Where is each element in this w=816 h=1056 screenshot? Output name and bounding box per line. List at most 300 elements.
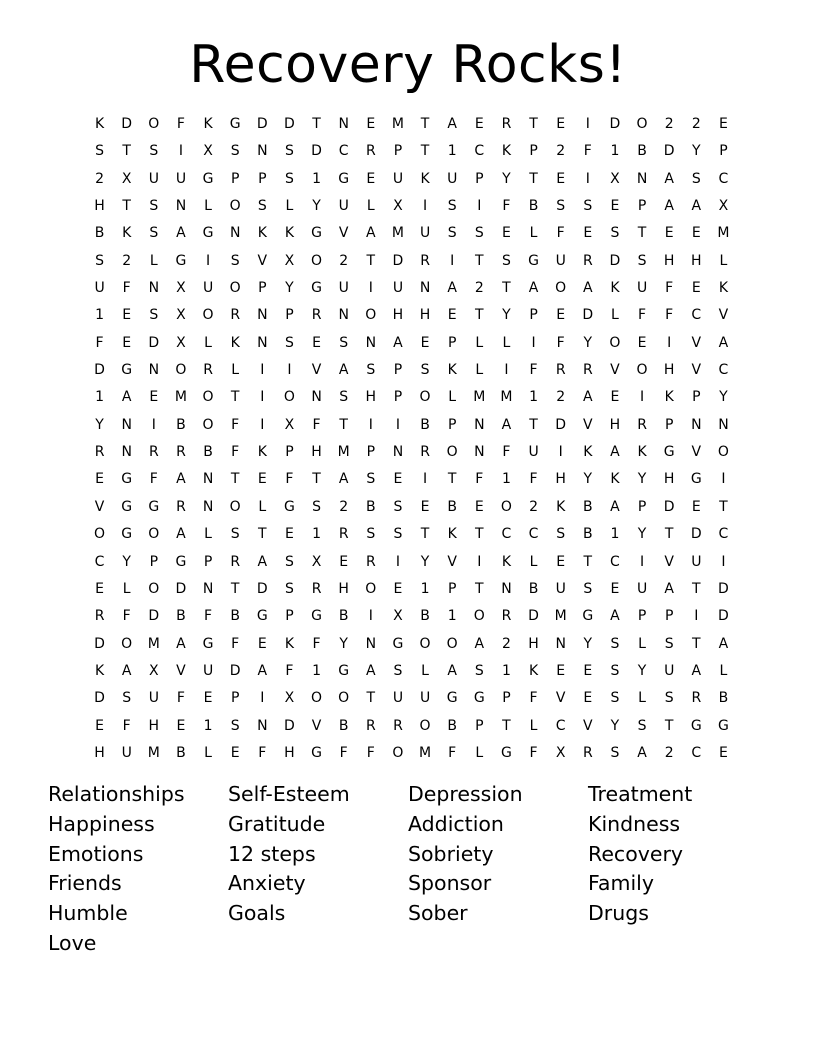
grid-letter[interactable]: K <box>203 116 213 132</box>
grid-letter[interactable]: C <box>691 744 702 761</box>
grid-letter[interactable]: F <box>665 280 674 297</box>
grid-letter[interactable]: V <box>610 362 620 379</box>
grid-letter[interactable]: O <box>202 416 214 433</box>
grid-letter[interactable]: I <box>395 416 400 433</box>
grid-letter[interactable]: O <box>392 744 404 761</box>
grid-letter[interactable]: F <box>312 635 321 652</box>
grid-letter[interactable]: H <box>691 252 702 269</box>
grid-letter[interactable]: P <box>258 280 267 297</box>
grid-letter[interactable]: R <box>420 252 430 269</box>
grid-letter[interactable]: M <box>337 444 350 461</box>
grid-letter[interactable]: 2 <box>122 252 132 269</box>
grid-letter[interactable]: I <box>504 362 509 379</box>
grid-letter[interactable]: H <box>419 307 431 324</box>
grid-letter[interactable]: T <box>339 416 348 433</box>
grid-letter[interactable]: I <box>639 553 645 570</box>
grid-letter[interactable]: R <box>94 608 105 625</box>
grid-letter[interactable]: A <box>474 635 485 652</box>
grid-letter[interactable]: E <box>691 280 701 297</box>
grid-letter[interactable]: V <box>718 307 729 324</box>
grid-letter[interactable]: A <box>338 362 349 379</box>
grid-letter[interactable]: D <box>609 252 621 269</box>
grid-letter[interactable]: L <box>231 362 240 379</box>
grid-letter[interactable]: T <box>529 416 538 433</box>
grid-letter[interactable]: S <box>149 307 159 324</box>
grid-letter[interactable]: I <box>721 553 726 570</box>
grid-letter[interactable]: D <box>555 416 567 433</box>
grid-letter[interactable]: U <box>419 225 431 242</box>
grid-letter[interactable]: K <box>501 143 512 160</box>
grid-letter[interactable]: N <box>175 198 187 215</box>
grid-letter[interactable]: A <box>447 116 457 132</box>
grid-letter[interactable]: R <box>691 690 702 707</box>
grid-letter[interactable]: R <box>637 416 647 433</box>
grid-letter[interactable]: R <box>582 362 593 379</box>
grid-letter[interactable]: R <box>338 526 349 543</box>
grid-letter[interactable]: M <box>391 225 404 242</box>
grid-letter[interactable]: S <box>284 170 294 187</box>
grid-letter[interactable]: E <box>149 389 159 406</box>
grid-letter[interactable]: K <box>583 444 593 461</box>
grid-letter[interactable]: S <box>393 498 403 515</box>
grid-letter[interactable]: T <box>475 526 484 543</box>
grid-letter[interactable]: L <box>529 717 538 734</box>
grid-letter[interactable]: B <box>203 444 213 461</box>
grid-letter[interactable]: O <box>175 362 187 379</box>
grid-letter[interactable]: F <box>475 471 484 488</box>
grid-letter[interactable]: T <box>312 116 321 132</box>
grid-letter[interactable]: S <box>501 252 511 269</box>
grid-letter[interactable]: R <box>365 553 376 570</box>
grid-letter[interactable]: F <box>502 444 511 461</box>
grid-letter[interactable]: T <box>583 553 593 570</box>
grid-letter[interactable]: S <box>257 198 267 215</box>
grid-letter[interactable]: 1 <box>203 717 213 734</box>
grid-letter[interactable]: R <box>365 717 376 734</box>
grid-letter[interactable]: E <box>583 662 593 679</box>
grid-letter[interactable]: Y <box>583 635 593 652</box>
grid-letter[interactable]: L <box>448 389 457 406</box>
grid-letter[interactable]: P <box>285 608 294 625</box>
grid-letter[interactable]: T <box>692 635 701 652</box>
grid-letter[interactable]: V <box>691 334 702 351</box>
grid-letter[interactable]: 2 <box>95 170 105 187</box>
grid-letter[interactable]: E <box>556 116 566 132</box>
grid-letter[interactable]: M <box>717 225 730 242</box>
grid-letter[interactable]: T <box>366 252 376 269</box>
grid-letter[interactable]: B <box>528 580 539 597</box>
grid-letter[interactable]: D <box>175 580 187 597</box>
grid-letter[interactable]: F <box>231 416 240 433</box>
grid-letter[interactable]: S <box>122 690 132 707</box>
grid-letter[interactable]: I <box>287 362 292 379</box>
grid-letter[interactable]: 1 <box>610 143 620 160</box>
grid-letter[interactable]: U <box>121 744 132 761</box>
grid-letter[interactable]: U <box>528 444 539 461</box>
grid-letter[interactable]: K <box>94 116 105 132</box>
grid-letter[interactable]: P <box>664 608 674 625</box>
grid-letter[interactable]: S <box>583 198 593 215</box>
grid-letter[interactable]: A <box>366 662 376 679</box>
grid-letter[interactable]: T <box>366 690 376 707</box>
grid-letter[interactable]: G <box>663 444 675 461</box>
grid-letter[interactable]: 1 <box>501 471 511 488</box>
grid-letter[interactable]: U <box>636 580 648 597</box>
grid-letter[interactable]: 1 <box>420 580 430 597</box>
grid-letter[interactable]: B <box>447 717 457 734</box>
grid-letter[interactable]: G <box>392 635 404 652</box>
grid-letter[interactable]: T <box>664 717 674 734</box>
grid-letter[interactable]: U <box>202 280 214 297</box>
grid-letter[interactable]: A <box>176 471 186 488</box>
grid-letter[interactable]: I <box>477 553 482 570</box>
grid-letter[interactable]: S <box>664 635 674 652</box>
grid-letter[interactable]: T <box>420 116 430 132</box>
grid-letter[interactable]: I <box>422 471 428 488</box>
grid-letter[interactable]: O <box>202 389 214 406</box>
grid-letter[interactable]: P <box>529 307 538 324</box>
grid-letter[interactable]: N <box>636 170 648 187</box>
grid-letter[interactable]: K <box>637 444 647 461</box>
grid-letter[interactable]: K <box>718 280 729 297</box>
grid-letter[interactable]: I <box>450 252 455 269</box>
grid-letter[interactable]: I <box>260 690 265 707</box>
grid-letter[interactable]: S <box>312 498 321 515</box>
grid-letter[interactable]: M <box>500 389 513 406</box>
grid-letter[interactable]: O <box>148 526 160 543</box>
grid-letter[interactable]: T <box>529 170 538 187</box>
grid-letter[interactable]: F <box>122 608 131 625</box>
grid-letter[interactable]: D <box>148 608 160 625</box>
grid-letter[interactable]: O <box>229 198 241 215</box>
grid-letter[interactable]: T <box>475 580 484 597</box>
grid-letter[interactable]: A <box>718 334 729 351</box>
grid-letter[interactable]: 1 <box>95 307 105 324</box>
grid-letter[interactable]: E <box>583 225 593 242</box>
grid-letter[interactable]: S <box>610 635 620 652</box>
grid-letter[interactable]: B <box>447 498 457 515</box>
grid-letter[interactable]: X <box>176 280 186 297</box>
grid-letter[interactable]: P <box>393 389 403 406</box>
grid-letter[interactable]: E <box>556 662 566 679</box>
grid-letter[interactable]: A <box>637 744 647 761</box>
grid-letter[interactable]: S <box>366 526 376 543</box>
grid-letter[interactable]: L <box>204 334 212 351</box>
grid-letter[interactable]: E <box>637 334 647 351</box>
grid-letter[interactable]: B <box>420 608 430 625</box>
grid-letter[interactable]: 1 <box>312 526 322 543</box>
grid-letter[interactable]: O <box>365 307 377 324</box>
grid-letter[interactable]: G <box>121 362 133 379</box>
grid-letter[interactable]: 1 <box>312 170 322 187</box>
grid-letter[interactable]: D <box>528 608 539 625</box>
grid-letter[interactable]: S <box>284 334 294 351</box>
grid-letter[interactable]: O <box>202 307 214 324</box>
grid-letter[interactable]: R <box>230 553 241 570</box>
grid-letter[interactable]: G <box>202 635 214 652</box>
grid-letter[interactable]: V <box>583 416 593 433</box>
grid-letter[interactable]: N <box>202 498 214 515</box>
grid-letter[interactable]: G <box>690 471 702 488</box>
grid-letter[interactable]: I <box>639 389 645 406</box>
grid-letter[interactable]: P <box>230 690 240 707</box>
grid-letter[interactable]: P <box>475 717 484 734</box>
grid-letter[interactable]: S <box>556 526 566 543</box>
grid-letter[interactable]: S <box>284 580 294 597</box>
grid-letter[interactable]: D <box>121 116 133 132</box>
grid-letter[interactable]: N <box>474 416 485 433</box>
grid-letter[interactable]: S <box>583 580 593 597</box>
grid-letter[interactable]: P <box>149 553 159 570</box>
grid-letter[interactable]: U <box>94 280 105 297</box>
grid-letter[interactable]: A <box>121 389 132 406</box>
grid-letter[interactable]: E <box>420 498 430 515</box>
grid-letter[interactable]: N <box>229 225 241 242</box>
grid-letter[interactable]: L <box>204 744 212 761</box>
grid-letter[interactable]: K <box>230 334 240 351</box>
grid-letter[interactable]: G <box>311 608 322 625</box>
grid-letter[interactable]: R <box>148 444 159 461</box>
grid-letter[interactable]: 2 <box>339 252 349 269</box>
grid-letter[interactable]: E <box>366 116 376 132</box>
grid-letter[interactable]: F <box>556 334 565 351</box>
grid-letter[interactable]: C <box>555 717 566 734</box>
grid-letter[interactable]: D <box>392 252 404 269</box>
grid-letter[interactable]: E <box>556 307 566 324</box>
grid-letter[interactable]: S <box>637 252 647 269</box>
grid-letter[interactable]: G <box>175 252 187 269</box>
grid-letter[interactable]: P <box>393 143 403 160</box>
grid-letter[interactable]: T <box>502 717 511 734</box>
grid-letter[interactable]: C <box>94 553 105 570</box>
grid-letter[interactable]: L <box>719 252 728 269</box>
grid-letter[interactable]: H <box>663 252 675 269</box>
grid-letter[interactable]: L <box>421 662 429 679</box>
grid-letter[interactable]: B <box>366 498 376 515</box>
grid-letter[interactable]: F <box>176 690 185 707</box>
grid-letter[interactable]: Y <box>420 553 430 570</box>
grid-letter[interactable]: S <box>95 143 104 160</box>
grid-letter[interactable]: D <box>663 498 675 515</box>
grid-letter[interactable]: I <box>477 198 482 215</box>
grid-letter[interactable]: Y <box>583 471 593 488</box>
grid-letter[interactable]: A <box>501 416 512 433</box>
grid-letter[interactable]: U <box>338 280 349 297</box>
grid-letter[interactable]: R <box>176 498 186 515</box>
grid-letter[interactable]: G <box>501 744 512 761</box>
grid-letter[interactable]: P <box>637 198 647 215</box>
grid-letter[interactable]: S <box>610 690 620 707</box>
grid-letter[interactable]: S <box>556 198 566 215</box>
grid-letter[interactable]: N <box>501 580 512 597</box>
grid-letter[interactable]: N <box>338 307 349 324</box>
grid-letter[interactable]: I <box>721 471 726 488</box>
grid-letter[interactable]: A <box>176 635 186 652</box>
grid-letter[interactable]: I <box>585 170 590 187</box>
grid-letter[interactable]: A <box>121 662 132 679</box>
grid-letter[interactable]: N <box>257 717 268 734</box>
grid-letter[interactable]: C <box>718 362 729 379</box>
grid-letter[interactable]: 1 <box>95 389 105 406</box>
grid-letter[interactable]: K <box>556 498 566 515</box>
grid-letter[interactable]: A <box>664 170 674 187</box>
grid-letter[interactable]: P <box>393 362 403 379</box>
grid-letter[interactable]: B <box>176 744 186 761</box>
grid-letter[interactable]: N <box>419 280 431 297</box>
grid-letter[interactable]: E <box>583 690 593 707</box>
grid-letter[interactable]: A <box>691 198 702 215</box>
grid-letter[interactable]: B <box>338 608 349 625</box>
grid-letter[interactable]: G <box>690 717 702 734</box>
grid-letter[interactable]: N <box>338 116 349 132</box>
grid-letter[interactable]: F <box>122 280 131 297</box>
grid-letter[interactable]: S <box>691 170 701 187</box>
grid-letter[interactable]: 2 <box>664 744 674 761</box>
grid-letter[interactable]: L <box>285 198 294 215</box>
grid-letter[interactable]: A <box>447 662 457 679</box>
grid-letter[interactable]: O <box>446 635 458 652</box>
grid-letter[interactable]: G <box>229 116 241 132</box>
grid-letter[interactable]: I <box>531 334 536 351</box>
grid-letter[interactable]: I <box>558 444 563 461</box>
grid-letter[interactable]: H <box>555 471 566 488</box>
grid-letter[interactable]: O <box>338 690 350 707</box>
grid-letter[interactable]: E <box>556 553 566 570</box>
grid-letter[interactable]: E <box>610 580 620 597</box>
grid-letter[interactable]: K <box>610 471 620 488</box>
grid-letter[interactable]: U <box>664 662 675 679</box>
grid-letter[interactable]: K <box>501 553 512 570</box>
grid-letter[interactable]: U <box>691 553 702 570</box>
grid-letter[interactable]: T <box>637 225 647 242</box>
grid-letter[interactable]: V <box>311 717 322 734</box>
grid-letter[interactable]: S <box>149 225 159 242</box>
grid-letter[interactable]: C <box>610 553 620 570</box>
grid-letter[interactable]: T <box>420 526 430 543</box>
grid-letter[interactable]: S <box>664 690 674 707</box>
grid-letter[interactable]: X <box>176 334 186 351</box>
grid-letter[interactable]: C <box>718 170 729 187</box>
grid-letter[interactable]: A <box>583 389 593 406</box>
grid-letter[interactable]: H <box>311 444 322 461</box>
grid-letter[interactable]: D <box>229 662 241 679</box>
grid-letter[interactable]: I <box>260 362 265 379</box>
grid-letter[interactable]: N <box>202 580 214 597</box>
grid-letter[interactable]: L <box>719 662 728 679</box>
grid-letter[interactable]: H <box>284 744 295 761</box>
grid-letter[interactable]: R <box>311 580 322 597</box>
grid-letter[interactable]: C <box>338 143 349 160</box>
grid-letter[interactable]: B <box>420 416 430 433</box>
grid-letter[interactable]: F <box>529 690 538 707</box>
grid-letter[interactable]: A <box>176 526 186 543</box>
grid-letter[interactable]: G <box>311 225 322 242</box>
grid-letter[interactable]: U <box>338 198 349 215</box>
grid-letter[interactable]: I <box>422 198 428 215</box>
grid-letter[interactable]: H <box>94 744 105 761</box>
grid-letter[interactable]: C <box>501 526 512 543</box>
grid-letter[interactable]: P <box>637 498 647 515</box>
grid-letter[interactable]: S <box>230 717 240 734</box>
grid-letter[interactable]: U <box>148 170 159 187</box>
grid-letter[interactable]: Y <box>312 198 321 215</box>
grid-letter[interactable]: F <box>502 198 511 215</box>
grid-letter[interactable]: K <box>420 170 430 187</box>
grid-letter[interactable]: X <box>176 307 186 324</box>
grid-letter[interactable]: F <box>204 608 213 625</box>
grid-letter[interactable]: O <box>419 635 431 652</box>
grid-letter[interactable]: O <box>121 635 133 652</box>
grid-letter[interactable]: E <box>474 498 484 515</box>
grid-letter[interactable]: U <box>555 252 566 269</box>
grid-letter[interactable]: S <box>339 334 349 351</box>
grid-letter[interactable]: G <box>202 225 214 242</box>
grid-letter[interactable]: B <box>94 225 105 242</box>
grid-letter[interactable]: S <box>95 252 104 269</box>
grid-letter[interactable]: G <box>121 526 133 543</box>
grid-letter[interactable]: E <box>176 717 186 734</box>
grid-letter[interactable]: I <box>178 143 183 160</box>
grid-letter[interactable]: O <box>717 444 729 461</box>
grid-letter[interactable]: K <box>447 526 457 543</box>
grid-letter[interactable]: T <box>475 307 484 324</box>
grid-letter[interactable]: P <box>366 444 376 461</box>
grid-letter[interactable]: E <box>366 170 376 187</box>
grid-letter[interactable]: E <box>556 170 566 187</box>
grid-letter[interactable]: L <box>204 198 212 215</box>
grid-letter[interactable]: L <box>475 744 484 761</box>
grid-letter[interactable]: O <box>500 498 512 515</box>
grid-letter[interactable]: G <box>338 662 350 679</box>
grid-letter[interactable]: O <box>283 389 295 406</box>
grid-letter[interactable]: F <box>638 307 647 324</box>
grid-letter[interactable]: 1 <box>501 662 511 679</box>
grid-letter[interactable]: C <box>474 143 485 160</box>
grid-letter[interactable]: T <box>475 252 484 269</box>
grid-letter[interactable]: S <box>284 553 294 570</box>
grid-letter[interactable]: A <box>257 553 268 570</box>
grid-letter[interactable]: M <box>554 608 567 625</box>
grid-letter[interactable]: K <box>284 635 295 652</box>
grid-letter[interactable]: B <box>718 690 729 707</box>
grid-letter[interactable]: E <box>610 198 620 215</box>
grid-letter[interactable]: G <box>528 252 539 269</box>
grid-letter[interactable]: E <box>664 225 674 242</box>
grid-letter[interactable]: D <box>284 717 295 734</box>
grid-letter[interactable]: S <box>474 225 484 242</box>
grid-letter[interactable]: A <box>257 662 268 679</box>
grid-letter[interactable]: R <box>582 744 593 761</box>
grid-letter[interactable]: N <box>121 444 132 461</box>
grid-letter[interactable]: V <box>257 252 268 269</box>
grid-letter[interactable]: G <box>148 498 160 515</box>
grid-letter[interactable]: O <box>148 580 160 597</box>
grid-letter[interactable]: B <box>637 143 647 160</box>
grid-letter[interactable]: T <box>664 526 674 543</box>
grid-letter[interactable]: X <box>393 198 403 215</box>
grid-letter[interactable]: E <box>95 580 104 597</box>
grid-letter[interactable]: F <box>95 334 104 351</box>
grid-letter[interactable]: H <box>663 362 675 379</box>
grid-letter[interactable]: P <box>719 143 728 160</box>
grid-letter[interactable]: S <box>230 143 240 160</box>
grid-letter[interactable]: A <box>338 471 349 488</box>
grid-letter[interactable]: E <box>203 690 213 707</box>
grid-letter[interactable]: Y <box>719 389 728 406</box>
grid-letter[interactable]: U <box>419 690 431 707</box>
grid-letter[interactable]: 2 <box>501 635 511 652</box>
grid-letter[interactable]: L <box>529 225 538 242</box>
